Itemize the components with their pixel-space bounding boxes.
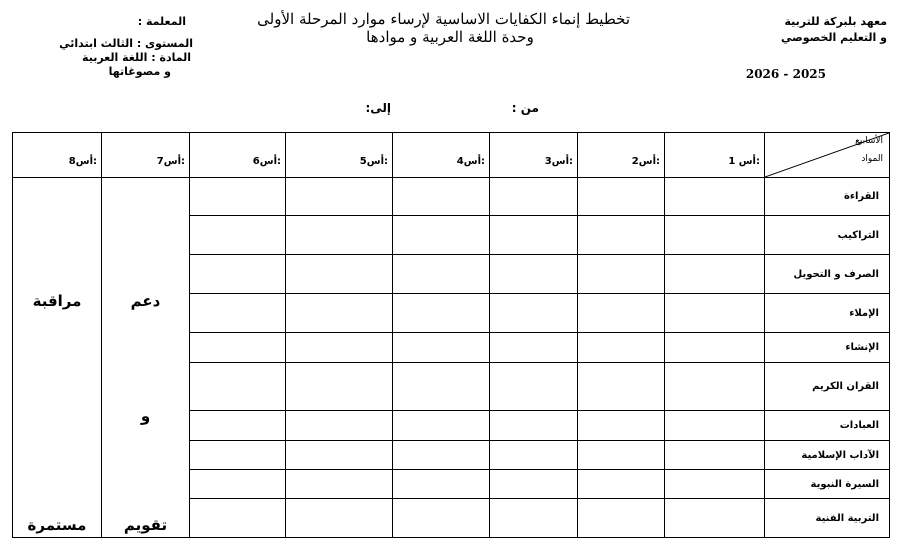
teacher-label: المعلمة : xyxy=(137,15,186,28)
week-7-header: أس7: xyxy=(102,133,190,178)
monitoring-line1: مراقبة xyxy=(32,292,82,310)
subject-islamic-manners: الآداب الإسلامية xyxy=(765,441,890,470)
weeks-header-row xyxy=(13,133,890,178)
institute-name xyxy=(781,14,887,46)
subject-morphology: الصرف و التحويل xyxy=(765,255,890,294)
subject-art-education: التربية الفنية xyxy=(765,499,890,538)
week-3-header: أس3: xyxy=(490,133,578,178)
period-from: من : xyxy=(511,101,539,115)
school-year: 2026 - 2025 xyxy=(745,67,826,81)
week-8-header: أس8: xyxy=(13,133,102,178)
subject-reading: القراءة xyxy=(765,178,890,216)
title-line1: تخطيط إنماء الكفايات الاساسية لإرساء موارد المرحلة الأولى xyxy=(257,10,630,28)
subject-label: المادة : اللغة العربية xyxy=(82,51,191,64)
table-row xyxy=(13,178,890,216)
subject-dictation: الإملاء xyxy=(765,294,890,333)
topics-label: و مصوغاتها xyxy=(108,65,171,78)
support-line1: دعم xyxy=(130,292,161,310)
period-to: إلى: xyxy=(365,101,391,115)
subject-composition: الإنشاء xyxy=(765,333,890,363)
week-2-header: أس2: xyxy=(578,133,665,178)
week-4-header: أس4: xyxy=(393,133,490,178)
week-1-header: أس 1: xyxy=(665,133,765,178)
support-line2: و xyxy=(140,407,151,425)
corner-weeks-label: الأسابيع xyxy=(855,136,883,146)
page-title xyxy=(257,10,630,46)
continuous-monitoring-cell xyxy=(13,178,102,538)
corner-subjects-label: المواد xyxy=(861,154,883,164)
subject-structures: التراكيب xyxy=(765,216,890,255)
title-line2: وحدة اللغة العربية و موادها xyxy=(366,28,534,46)
corner-header xyxy=(765,133,890,178)
week-5-header: أس5: xyxy=(286,133,393,178)
institute-line2: و التعليم الخصوصي xyxy=(780,31,887,44)
subject-quran: القران الكريم xyxy=(765,363,890,411)
level-label: المستوى : الثالث ابتدائي xyxy=(59,37,193,50)
week-6-header: أس6: xyxy=(190,133,286,178)
planning-table xyxy=(12,132,890,538)
institute-line1: معهد بلبركة للتربية xyxy=(784,15,887,28)
monitoring-line2: مستمرة xyxy=(27,516,87,534)
support-line3: تقويم xyxy=(123,516,168,534)
support-evaluation-cell xyxy=(102,178,190,538)
subject-worship: العبادات xyxy=(765,411,890,441)
subject-prophet-biography: السيرة النبوية xyxy=(765,470,890,499)
